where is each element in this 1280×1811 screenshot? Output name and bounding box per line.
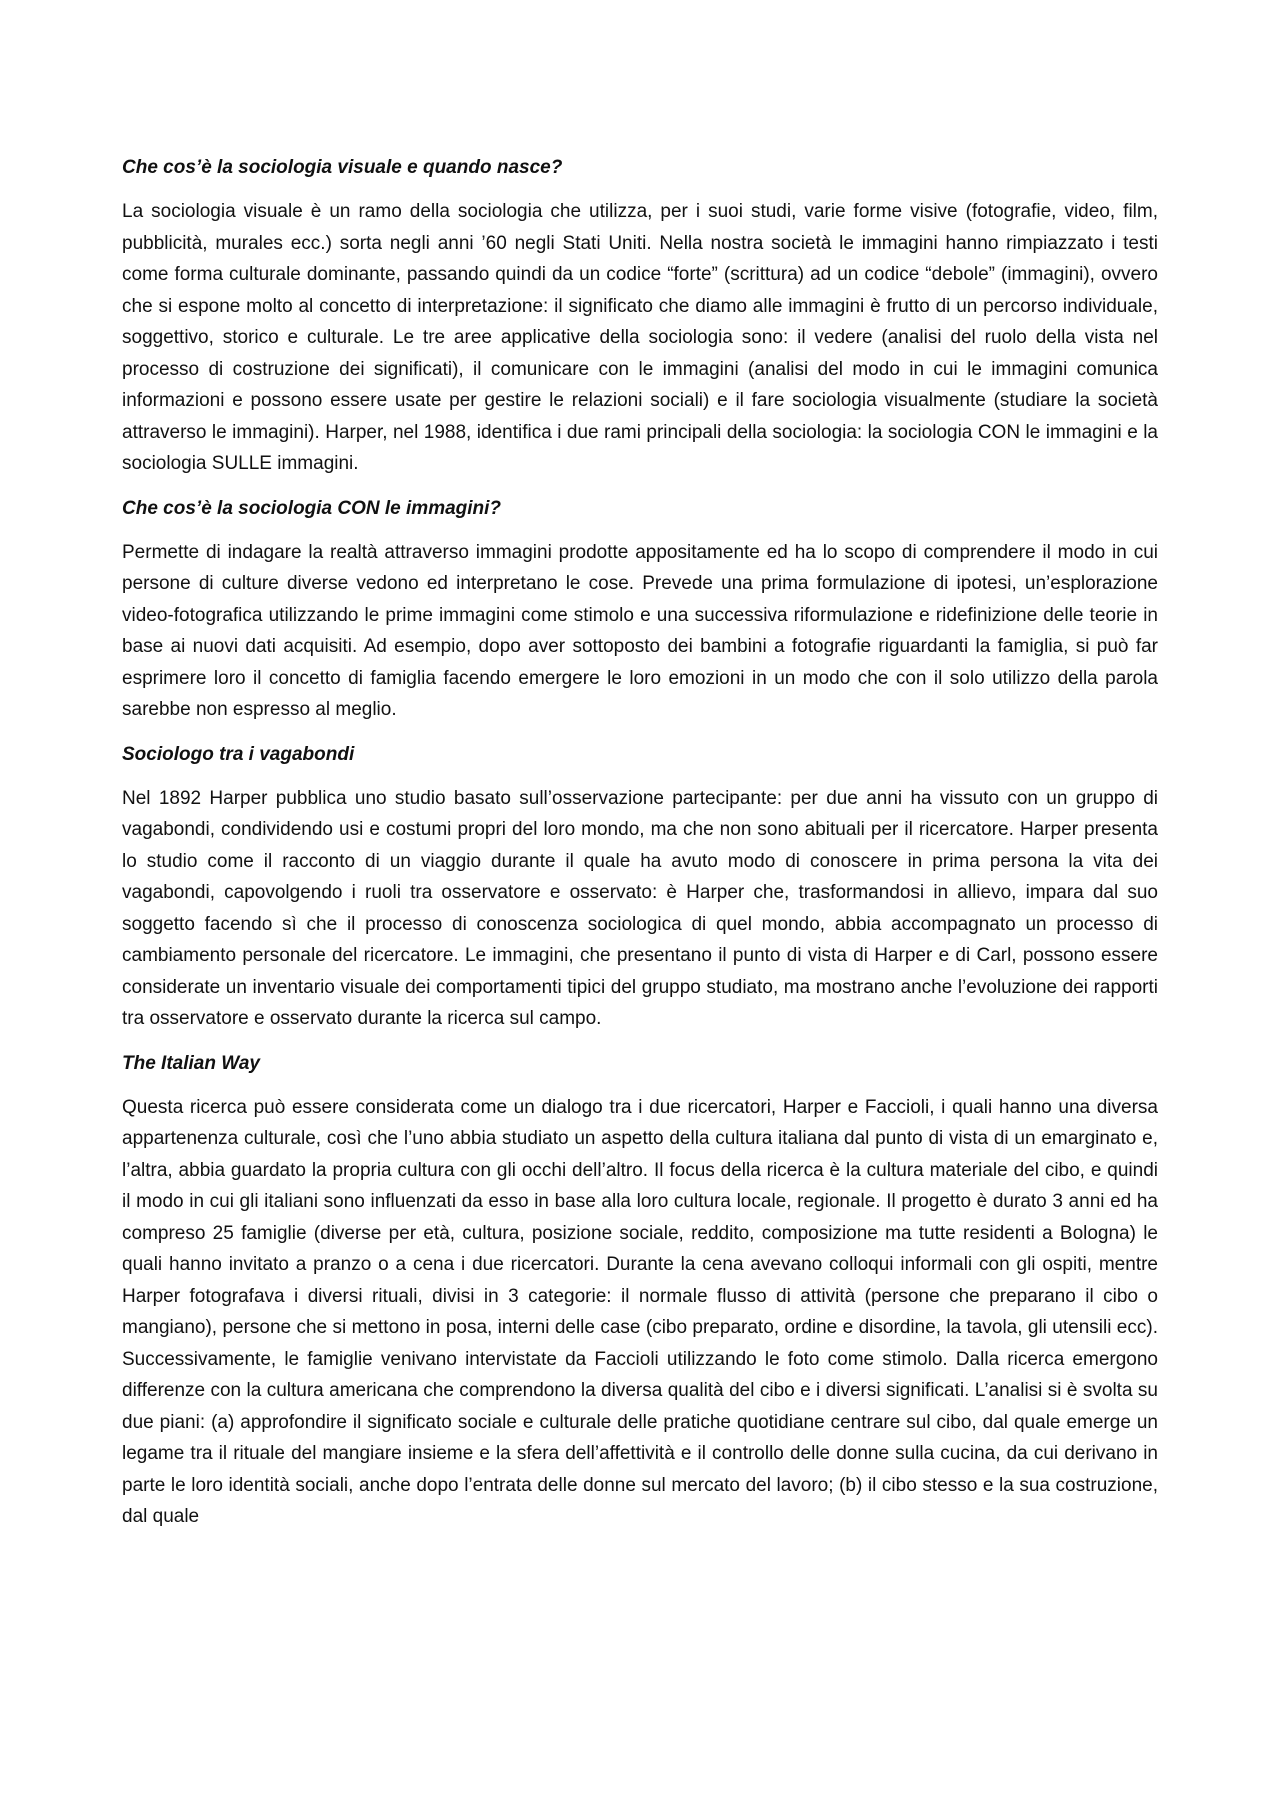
section-body-sociologia-con-immagini: Permette di indagare la realtà attraverso immagini prodotte appositamente ed ha lo scopo di comprendere il modo in cui persone di culture diverse vedono ed interpretano le cose. Prevede una prima formulazione di ipotesi, un’esplorazione video-fotografica utilizzando le prime immagini come stimolo e una successiva riformulazione e ridefinizione delle teorie in base ai nuovi dati acquisiti. Ad esempio, dopo aver sottoposto dei bambini a fotografie riguardanti la famiglia, si può far esprimere loro il concetto di famiglia facendo emergere le loro emozioni in un modo che con il solo utilizzo della parola sarebbe non espresso al meglio. <box>122 541 1158 720</box>
section-heading-sociologia-con-immagini: Che cos’è la sociologia CON le immagini? <box>122 497 502 519</box>
document-page <box>122 152 1158 1546</box>
section-heading-sociologia-visuale: Che cos’è la sociologia visuale e quando nasce? <box>122 157 563 178</box>
section-heading-italian-way: The Italian Way <box>122 1052 260 1074</box>
section-body-sociologia-visuale: La sociologia visuale è un ramo della sociologia che utilizza, per i suoi studi, varie forme visive (fotografie, video, film, pubblicità, murales ecc.) sorta negli anni ’60 negli Stati Uniti. Nella nostra società le immagini hanno rimpiazzato i testi come forma culturale dominante, passando quindi da un codice “forte” (scrittura) ad un codice “debole” (immagini), ovvero che si espone molto al concetto di interpretazione: il significato che diamo alle immagini è frutto di un percorso individuale, soggettivo, storico e culturale. Le tre aree applicative della sociologia sono: il vedere (analisi del ruolo della vista nel processo di costruzione dei significati), il comunicare con le immagini (analisi del modo in cui le immagini comunica informazioni e possono essere usate per gestire le relazioni sociali) e il fare sociologia visualmente (studiare la società attraverso le immagini). Harper, nel 1988, identifica i due rami principali della sociologia: la sociologia CON le immagini e la sociologia SULLE immagini. <box>122 201 1158 474</box>
section-body-sociologo-vagabondi: Nel 1892 Harper pubblica uno studio basato sull’osservazione partecipante: per due anni ha vissuto con un gruppo di vagabondi, condividendo usi e costumi propri del loro mondo, ma che non sono abituali per il ricercatore. Harper presenta lo studio come il racconto di un viaggio durante il quale ha avuto modo di conoscere in prima persona la vita dei vagabondi, capovolgendo i ruoli tra osservatore e osservato: è Harper che, trasformandosi in allievo, impara dal suo soggetto facendo sì che il processo di conoscenza sociologica di quel mondo, abbia accompagnato un processo di cambiamento personale del ricercatore. Le immagini, che presentano il punto di vista di Harper e di Carl, possono essere considerate un inventario visuale dei comportamenti tipici del gruppo studiato, ma mostrano anche l’evoluzione dei rapporti tra osservatore e osservato durante la ricerca sul campo. <box>122 787 1158 1029</box>
section-body-italian-way: Questa ricerca può essere considerata come un dialogo tra i due ricercatori, Harper e Faccioli, i quali hanno una diversa appartenenza culturale, così che l’uno abbia studiato un aspetto della cultura italiana dal punto di vista di un emarginato e, l’altra, abbia guardato la propria cultura con gli occhi dell’altro. Il focus della ricerca è la cultura materiale del cibo, e quindi il modo in cui gli italiani sono influenzati da esso in base alla loro cultura locale, regionale. Il progetto è durato 3 anni ed ha compreso 25 famiglie (diverse per età, cultura, posizione sociale, reddito, composizione ma tutte residenti a Bologna) le quali hanno invitato a pranzo o a cena i due ricercatori. Durante la cena avevano colloqui informali con gli ospiti, mentre Harper fotografava i diversi rituali, divisi in 3 categorie: il normale flusso di attività (persone che preparano il cibo o mangiano), persone che si mettono in posa, interni delle case (cibo preparato, ordine e disordine, la tavola, gli utensili ecc). Successivamente, le famiglie venivano intervistate da Faccioli utilizzando le foto come stimolo. Dalla ricerca emergono differenze con la cultura americana che comprendono la diversa qualità del cibo e i diversi significati. L’analisi si è svolta su due piani: (a) approfondire il significato sociale e culturale delle pratiche quotidiane centrare sul cibo, dal quale emerge un legame tra il rituale del mangiare insieme e la sfera dell’affettività e il controllo delle donne sulla cucina, da cui derivano in parte le loro identità sociali, anche dopo l’entrata delle donne sul mercato del lavoro; (b) il cibo stesso e la sua costruzione, dal quale <box>122 1096 1158 1527</box>
section-heading-sociologo-vagabondi: Sociologo tra i vagabondi <box>122 743 355 765</box>
